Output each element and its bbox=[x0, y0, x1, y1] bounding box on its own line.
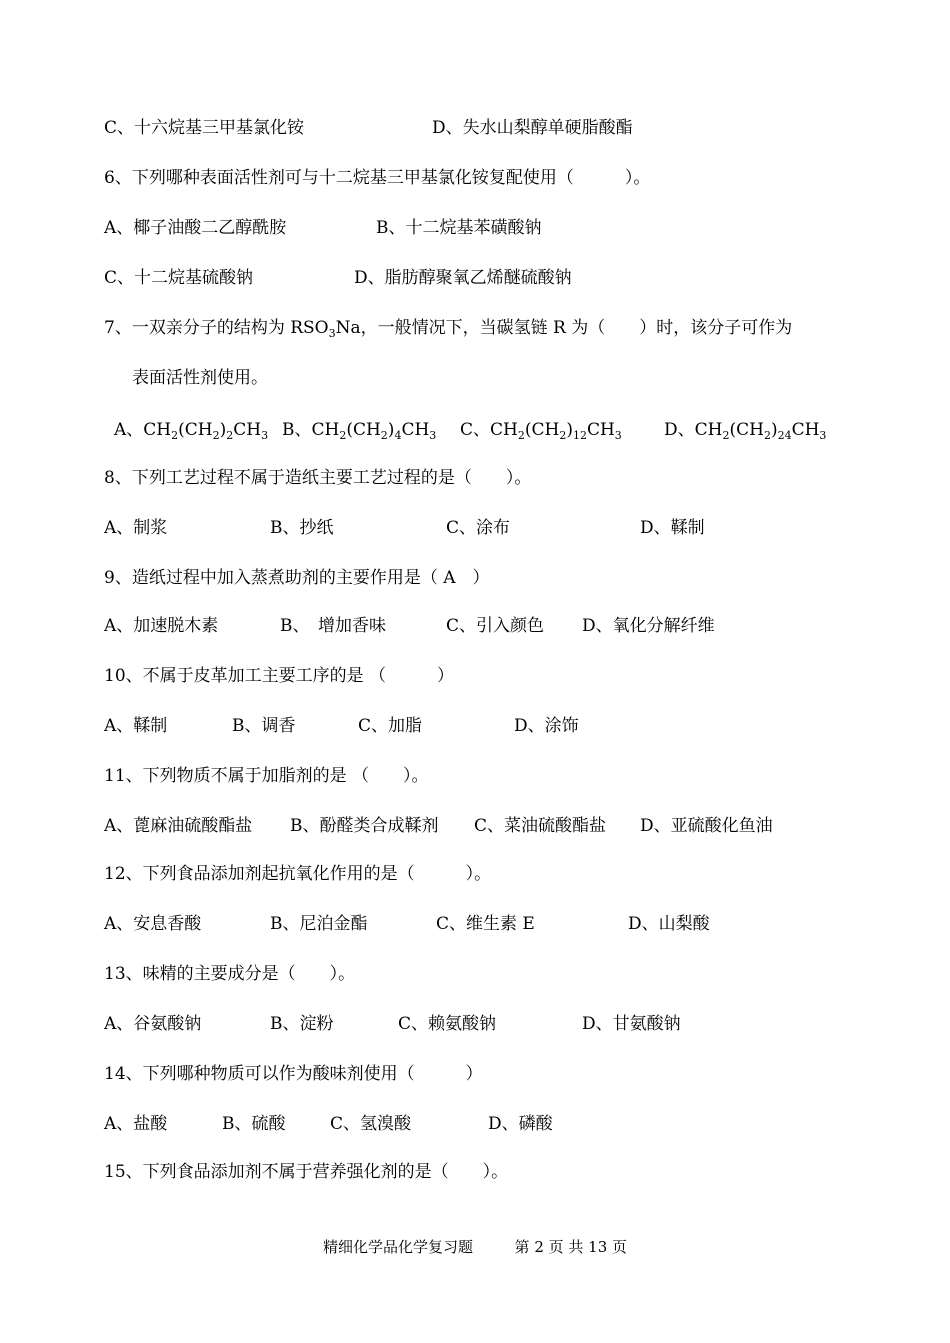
option-c: C、十六烷基三甲基氯化铵 bbox=[104, 118, 305, 138]
option-c: C、维生素 E bbox=[436, 914, 535, 934]
question-13: 13、味精的主要成分是（ ）。 bbox=[104, 964, 356, 984]
page-footer bbox=[0, 1236, 950, 1257]
option-a: A、安息香酸 bbox=[104, 914, 202, 934]
option-b: B、尼泊金酯 bbox=[270, 914, 368, 934]
question-14: 14、下列哪种物质可以作为酸味剂使用（ ） bbox=[104, 1064, 483, 1084]
question-7 bbox=[104, 316, 792, 340]
option-d: D、磷酸 bbox=[488, 1114, 553, 1134]
option-d: D、甘氨酸钠 bbox=[582, 1014, 681, 1034]
option-b: B、抄纸 bbox=[270, 518, 334, 538]
option-a: A、盐酸 bbox=[104, 1114, 168, 1134]
option-c: C、十二烷基硫酸钠 bbox=[104, 268, 254, 288]
option-c: C、赖氨酸钠 bbox=[398, 1014, 497, 1034]
option-b: B、酚醛类合成鞣剂 bbox=[290, 816, 439, 836]
option-d: D、涂饰 bbox=[514, 716, 579, 736]
question-7-continuation: 表面活性剂使用。 bbox=[132, 368, 268, 388]
option-c: C、涂布 bbox=[446, 518, 511, 538]
question-15: 15、下列食品添加剂不属于营养强化剂的是（ ）。 bbox=[104, 1162, 509, 1182]
question-6: 6、下列哪种表面活性剂可与十二烷基三甲基氯化铵复配使用（ ）。 bbox=[104, 168, 651, 188]
option-c: C、加脂 bbox=[358, 716, 423, 736]
question-12: 12、下列食品添加剂起抗氧化作用的是（ ）。 bbox=[104, 864, 492, 884]
q7-suffix: Na，一般情况下，当碳氢链 R 为（ ）时，该分子可作为 bbox=[335, 318, 793, 338]
option-b: B、硫酸 bbox=[222, 1114, 286, 1134]
option-a: A、椰子油酸二乙醇酰胺 bbox=[104, 218, 287, 238]
option-b: B、 增加香味 bbox=[280, 616, 386, 636]
formula-option-b: B、$CH_2(CH_2)_4CH_3$ bbox=[282, 420, 437, 442]
formula-option-c: C、$CH_2(CH_2)_{12}CH_3$ bbox=[460, 420, 622, 442]
option-b: B、淀粉 bbox=[270, 1014, 334, 1034]
question-8: 8、下列工艺过程不属于造纸主要工艺过程的是（ ）。 bbox=[104, 468, 532, 488]
formula-option-a: A、$CH_2(CH_2)_2CH_3$ bbox=[114, 420, 269, 442]
option-c: C、菜油硫酸酯盐 bbox=[474, 816, 607, 836]
question-11: 11、下列物质不属于加脂剂的是 （ ）。 bbox=[104, 766, 429, 786]
question-9: 9、造纸过程中加入蒸煮助剂的主要作用是（ A ） bbox=[104, 568, 490, 588]
option-a: A、蓖麻油硫酸酯盐 bbox=[104, 816, 253, 836]
option-a: A、谷氨酸钠 bbox=[104, 1014, 202, 1034]
option-d: D、山梨酸 bbox=[628, 914, 710, 934]
q7-subscript: 3 bbox=[328, 327, 336, 340]
option-d: D、失水山梨醇单硬脂酸酯 bbox=[432, 118, 633, 138]
option-b: B、十二烷基苯磺酸钠 bbox=[376, 218, 542, 238]
option-c: C、氢溴酸 bbox=[330, 1114, 412, 1134]
q7-prefix: 7、一双亲分子的结构为 RSO bbox=[104, 318, 329, 338]
option-d: D、脂肪醇聚氧乙烯醚硫酸钠 bbox=[354, 268, 572, 288]
option-c: C、引入颜色 bbox=[446, 616, 545, 636]
option-a: A、加速脱木素 bbox=[104, 616, 219, 636]
option-d: D、氧化分解纤维 bbox=[582, 616, 715, 636]
footer-title: 精细化学品化学复习题 bbox=[322, 1238, 473, 1256]
option-d: D、亚硫酸化鱼油 bbox=[640, 816, 773, 836]
option-d: D、鞣制 bbox=[640, 518, 705, 538]
formula-option-d: D、$CH_2(CH_2)_{24}CH_3$ bbox=[664, 420, 827, 442]
option-a: A、制浆 bbox=[104, 518, 168, 538]
footer-page-number: 第 2 页 共 13 页 bbox=[514, 1238, 628, 1256]
question-10: 10、不属于皮革加工主要工序的是 （ ） bbox=[104, 666, 455, 686]
option-b: B、调香 bbox=[232, 716, 296, 736]
option-a: A、鞣制 bbox=[104, 716, 168, 736]
